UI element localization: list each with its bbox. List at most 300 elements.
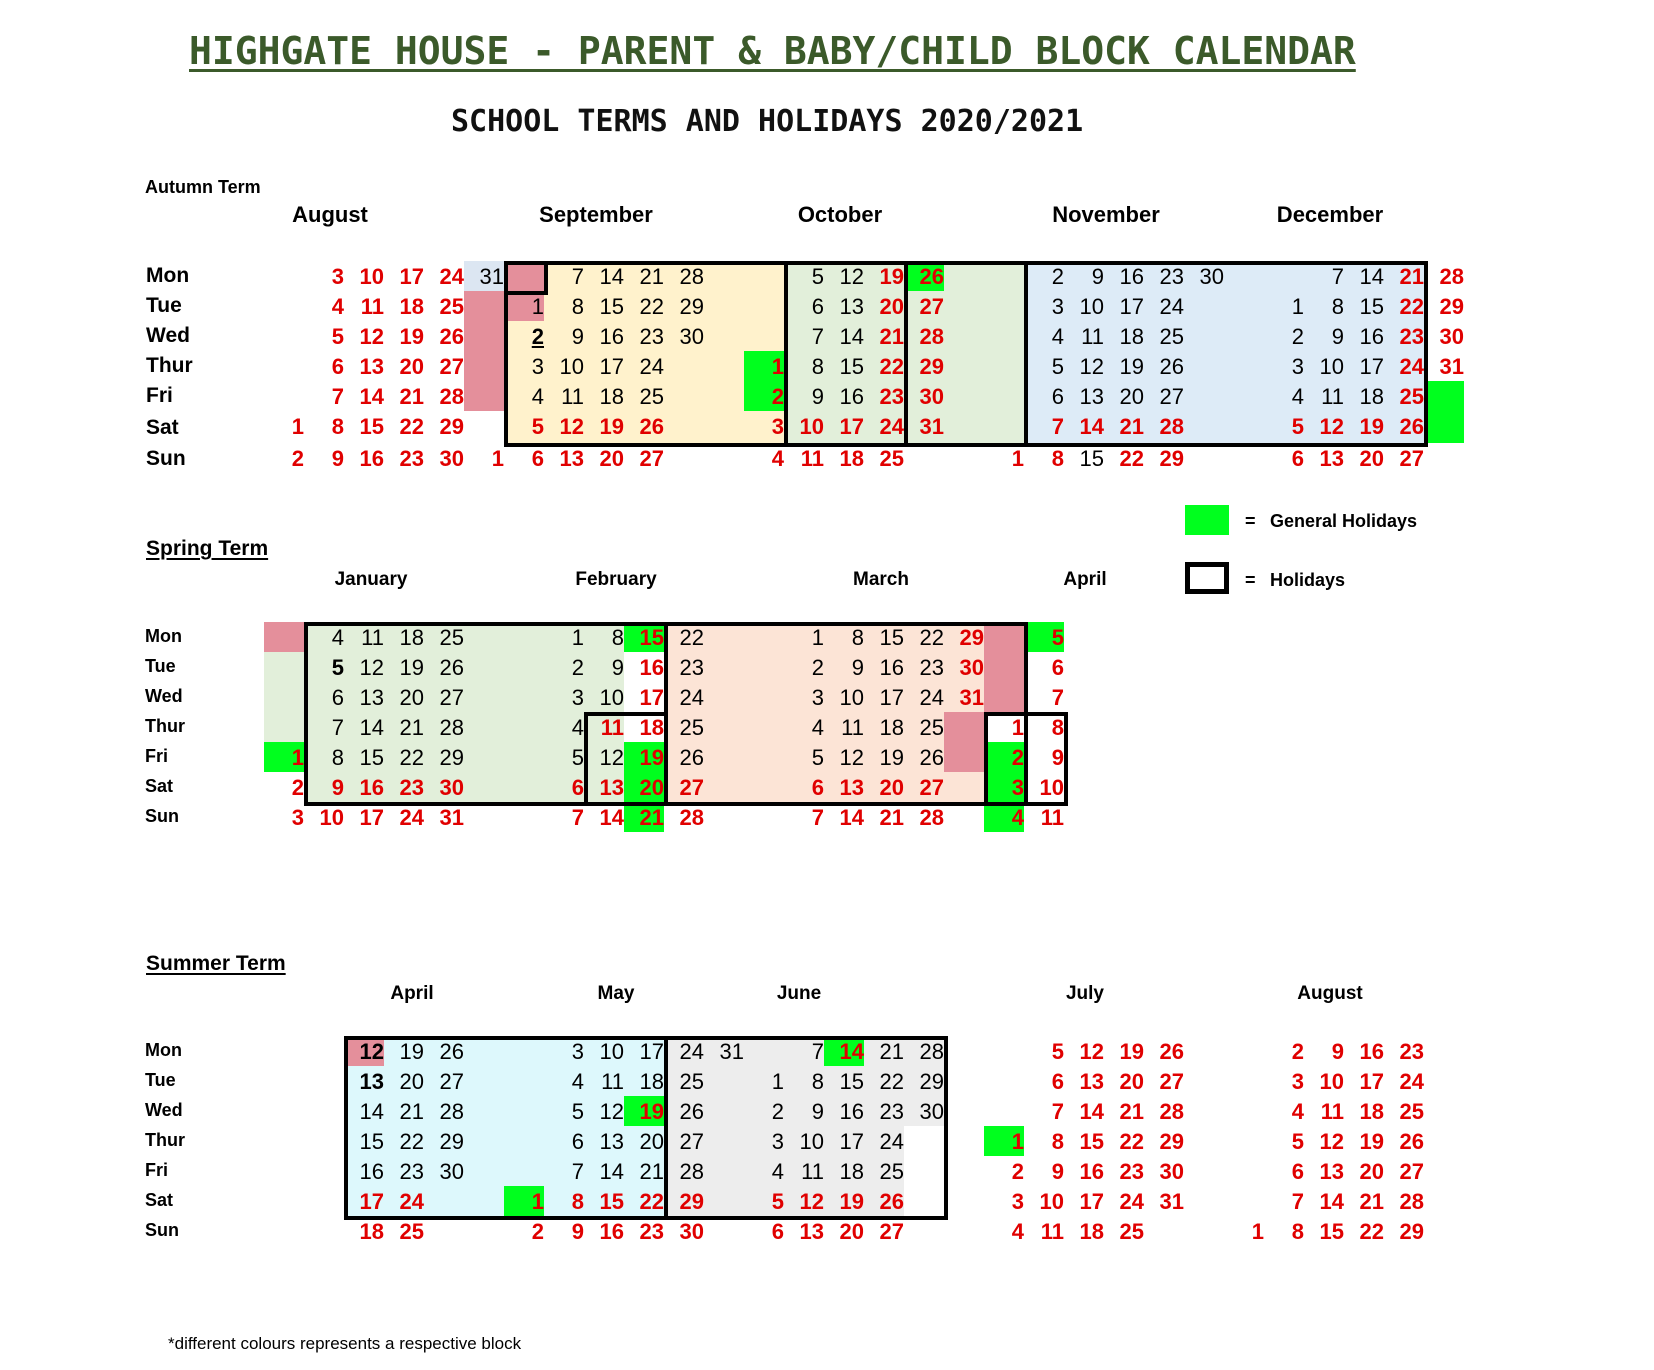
date-cell: 14 [359,715,384,740]
date-cell: 17 [359,1189,384,1214]
date-cell: 15 [359,1129,384,1154]
date-cell: 25 [879,1159,904,1184]
date-cell: 10 [1079,294,1104,319]
date-cell: 30 [439,1159,464,1184]
date-cell: 10 [319,805,344,830]
summer-term-label: Summer Term [146,952,286,975]
date-cell: 2 [1011,1159,1024,1184]
block-background [944,712,984,772]
date-cell: 13 [559,446,584,471]
date-cell: 11 [1321,384,1344,409]
date-cell: 14 [359,1099,384,1124]
date-cell: 21 [639,264,664,289]
date-cell: 13 [839,294,864,319]
block-background [504,261,544,291]
date-cell: 9 [571,324,584,349]
date-cell: 21 [879,324,904,349]
date-cell: 17 [839,414,864,439]
date-cell: 24 [879,1129,904,1154]
date-cell: 28 [439,1099,464,1124]
date-cell: 10 [799,1129,824,1154]
date-cell: 18 [639,715,664,740]
date-cell: 31 [479,264,504,289]
date-cell: 25 [439,294,464,319]
date-cell: 1 [291,745,304,770]
date-cell: 6 [771,1219,784,1244]
date-cell: 17 [879,685,904,710]
date-cell: 20 [639,1129,664,1154]
date-cell: 28 [439,384,464,409]
month-label: April [390,983,434,1004]
date-cell: 23 [1119,1159,1144,1184]
date-cell: 24 [439,264,464,289]
date-cell: 17 [599,354,624,379]
date-cell: 24 [919,685,944,710]
date-cell: 29 [679,294,704,319]
date-cell: 25 [439,625,464,650]
date-cell: 18 [879,715,904,740]
date-cell: 15 [359,745,384,770]
date-cell: 20 [879,294,904,319]
date-cell: 17 [639,1039,664,1064]
date-cell: 20 [1119,1069,1144,1094]
date-cell: 1 [771,1069,784,1094]
legend-equals: = [1245,570,1256,590]
month-label: March [853,569,909,590]
date-cell: 22 [399,745,424,770]
date-cell: 5 [1051,625,1064,650]
date-cell: 7 [1331,264,1344,289]
date-cell: 10 [359,264,384,289]
date-cell: 9 [1051,1159,1064,1184]
date-cell: 20 [879,775,904,800]
date-cell: 16 [599,324,624,349]
block-background [264,652,304,742]
date-cell: 7 [331,715,344,740]
date-cell: 29 [1159,1129,1184,1154]
date-cell: 22 [1399,294,1424,319]
date-cell: 18 [839,1159,864,1184]
date-cell: 3 [531,354,544,379]
date-cell: 7 [571,264,584,289]
date-cell: 1 [1011,715,1024,740]
date-cell: 2 [811,655,824,680]
date-cell: 1 [771,354,784,379]
date-cell: 13 [1319,1159,1344,1184]
date-cell: 23 [879,384,904,409]
date-cell: 26 [919,745,944,770]
date-cell: 20 [399,1069,424,1094]
date-cell: 7 [1051,1099,1064,1124]
date-cell: 5 [571,1099,584,1124]
date-cell: 22 [1359,1219,1384,1244]
date-cell: 21 [399,1099,424,1124]
date-cell: 14 [839,805,864,830]
month-label: August [1297,983,1363,1004]
date-cell: 8 [851,625,864,650]
date-cell: 19 [639,1099,664,1124]
date-cell: 26 [1159,354,1184,379]
date-cell: 31 [959,685,984,710]
date-cell: 2 [1051,264,1064,289]
date-cell: 18 [399,625,424,650]
date-cell: 18 [839,446,864,471]
date-cell: 25 [679,715,704,740]
date-cell: 3 [571,1039,584,1064]
date-cell: 13 [359,1069,384,1094]
date-cell: 4 [811,715,824,740]
day-label-thur: Thur [145,1130,185,1150]
date-cell: 6 [811,294,824,319]
date-cell: 26 [1399,414,1424,439]
date-cell: 27 [679,1129,704,1154]
general-holidays-legend: General Holidays [1270,511,1418,531]
date-cell: 18 [1079,1219,1104,1244]
date-cell: 19 [879,264,904,289]
date-cell: 22 [1119,446,1144,471]
date-cell: 14 [1359,264,1384,289]
day-label-mon: Mon [145,1040,182,1060]
date-cell: 18 [599,384,624,409]
date-cell: 24 [1119,1189,1144,1214]
month-label: August [292,202,368,227]
date-cell: 13 [359,685,384,710]
date-cell: 20 [599,446,624,471]
date-cell: 25 [639,384,664,409]
date-cell: 20 [1359,1159,1384,1184]
date-cell: 23 [399,446,424,471]
date-cell: 5 [1051,1039,1064,1064]
month-label: July [1065,983,1105,1004]
date-cell: 17 [399,264,424,289]
date-cell: 23 [679,655,704,680]
date-cell: 11 [841,715,864,740]
date-cell: 4 [1291,1099,1304,1124]
date-cell: 14 [599,805,624,830]
date-cell: 12 [799,1189,824,1214]
date-cell: 9 [811,1099,824,1124]
date-cell: 11 [800,446,824,471]
date-cell: 4 [771,1159,784,1184]
date-cell: 8 [811,1069,824,1094]
date-cell: 21 [399,384,424,409]
date-cell: 21 [1119,1099,1144,1124]
date-cell: 4 [1011,1219,1024,1244]
date-cell: 16 [839,1099,864,1124]
date-cell: 31 [1159,1189,1184,1214]
date-cell: 4 [1291,384,1304,409]
date-cell: 6 [811,775,824,800]
date-cell: 15 [879,625,904,650]
date-cell: 13 [1079,384,1104,409]
date-cell: 8 [1051,715,1064,740]
date-cell: 13 [359,354,384,379]
date-cell: 30 [679,324,704,349]
date-cell: 1 [1291,294,1304,319]
date-cell: 22 [919,625,944,650]
date-cell: 30 [959,655,984,680]
date-cell: 21 [639,805,664,830]
date-cell: 8 [571,1189,584,1214]
date-cell: 26 [439,655,464,680]
date-cell: 30 [1439,324,1464,349]
day-label-sat: Sat [146,416,179,439]
date-cell: 16 [839,384,864,409]
date-cell: 9 [1051,745,1064,770]
date-cell: 15 [1079,1129,1104,1154]
date-cell: 12 [839,745,864,770]
date-cell: 23 [1399,324,1424,349]
date-cell: 16 [359,1159,384,1184]
date-cell: 18 [1359,1099,1384,1124]
day-label-mon: Mon [145,626,182,646]
day-label-sat: Sat [145,1190,174,1210]
month-label: April [1063,569,1107,590]
date-cell: 25 [1159,324,1184,349]
date-cell: 12 [1319,414,1344,439]
date-cell: 26 [439,324,464,349]
date-cell: 1 [491,446,504,471]
date-cell: 27 [919,294,944,319]
day-label-fri: Fri [145,1160,169,1180]
date-cell: 5 [331,655,344,680]
date-cell: 12 [1079,354,1104,379]
date-cell: 15 [839,354,864,379]
date-cell: 13 [839,775,864,800]
date-cell: 28 [1159,414,1184,439]
date-cell: 8 [1331,294,1344,319]
date-cell: 19 [1119,1039,1144,1064]
date-cell: 26 [1399,1129,1424,1154]
date-cell: 5 [1291,414,1304,439]
date-cell: 13 [599,775,624,800]
date-cell: 12 [359,324,384,349]
date-cell: 3 [331,264,344,289]
date-cell: 23 [399,775,424,800]
date-cell: 7 [1051,414,1064,439]
date-cell: 26 [879,1189,904,1214]
date-cell: 9 [611,655,624,680]
date-cell: 27 [639,446,664,471]
date-cell: 25 [399,1219,424,1244]
date-cell: 6 [1051,655,1064,680]
general-holiday-cell [1424,381,1464,443]
date-cell: 25 [879,446,904,471]
date-cell: 16 [599,1219,624,1244]
date-cell: 7 [811,324,824,349]
month-label: June [776,983,822,1004]
date-cell: 14 [839,1039,864,1064]
date-cell: 21 [399,715,424,740]
date-cell: 16 [1079,1159,1104,1184]
date-cell: 14 [839,324,864,349]
holiday-box-legend-swatch [1185,562,1229,594]
date-cell: 12 [559,414,584,439]
date-cell: 5 [811,745,824,770]
date-cell: 10 [1319,1069,1344,1094]
date-cell: 6 [571,1129,584,1154]
day-label-mon: Mon [146,264,190,287]
day-label-sun: Sun [145,806,179,826]
date-cell: 3 [1011,775,1024,800]
date-cell: 28 [919,1039,944,1064]
date-cell: 18 [1119,324,1144,349]
date-cell: 11 [1040,1219,1064,1244]
date-cell: 29 [439,1129,464,1154]
date-cell: 3 [1011,1189,1024,1214]
date-cell: 16 [359,446,384,471]
date-cell: 6 [1051,384,1064,409]
date-cell: 23 [1159,264,1184,289]
date-cell: 10 [599,1039,624,1064]
date-cell: 20 [1119,384,1144,409]
date-cell: 1 [1251,1219,1264,1244]
date-cell: 19 [639,745,664,770]
date-cell: 8 [571,294,584,319]
date-cell: 30 [439,775,464,800]
date-cell: 30 [919,1099,944,1124]
date-cell: 9 [851,655,864,680]
date-cell: 11 [1040,805,1064,830]
date-cell: 2 [571,655,584,680]
date-cell: 11 [360,294,384,319]
date-cell: 22 [1119,1129,1144,1154]
date-cell: 25 [679,1069,704,1094]
date-cell: 31 [439,805,464,830]
date-cell: 24 [1399,354,1424,379]
date-cell: 28 [1439,264,1464,289]
date-cell: 12 [1079,1039,1104,1064]
date-cell: 12 [359,655,384,680]
date-cell: 9 [571,1219,584,1244]
date-cell: 11 [561,384,584,409]
date-cell: 15 [599,294,624,319]
legend-equals: = [1245,511,1256,531]
date-cell: 24 [399,805,424,830]
date-cell: 8 [811,354,824,379]
date-cell: 30 [1199,264,1224,289]
date-cell: 20 [839,1219,864,1244]
date-cell: 26 [919,264,944,289]
date-cell: 28 [439,715,464,740]
month-label: December [1276,202,1384,227]
date-cell: 5 [1051,354,1064,379]
date-cell: 16 [879,655,904,680]
date-cell: 28 [679,264,704,289]
date-cell: 14 [599,1159,624,1184]
date-cell: 25 [1119,1219,1144,1244]
date-cell: 8 [1051,1129,1064,1154]
date-cell: 29 [1159,446,1184,471]
date-cell: 11 [600,715,624,740]
date-cell: 6 [331,685,344,710]
date-cell: 6 [331,354,344,379]
date-cell: 13 [799,1219,824,1244]
date-cell: 22 [399,1129,424,1154]
day-label-sun: Sun [145,1220,179,1240]
date-cell: 23 [639,324,664,349]
date-cell: 2 [771,1099,784,1124]
date-cell: 15 [839,1069,864,1094]
date-cell: 12 [599,745,624,770]
date-cell: 16 [359,775,384,800]
date-cell: 26 [639,414,664,439]
date-cell: 28 [679,1159,704,1184]
date-cell: 25 [1399,384,1424,409]
day-label-tue: Tue [145,1070,176,1090]
date-cell: 30 [919,384,944,409]
date-cell: 16 [639,655,664,680]
date-cell: 20 [639,775,664,800]
date-cell: 28 [1399,1189,1424,1214]
date-cell: 12 [599,1099,624,1124]
date-cell: 5 [811,264,824,289]
date-cell: 21 [639,1159,664,1184]
day-label-wed: Wed [145,1100,183,1120]
date-cell: 20 [399,354,424,379]
date-cell: 11 [801,1159,824,1184]
autumn-term-label: Autumn Term [145,177,261,197]
day-label-wed: Wed [145,686,183,706]
date-cell: 3 [771,414,784,439]
page-title: HIGHGATE HOUSE - PARENT & BABY/CHILD BLOCK CALENDAR [189,29,1356,73]
date-cell: 24 [639,354,664,379]
date-cell: 8 [611,625,624,650]
date-cell: 21 [879,1039,904,1064]
date-cell: 27 [1159,1069,1184,1094]
date-cell: 21 [1399,264,1424,289]
block-background [264,622,304,652]
date-cell: 20 [1359,446,1384,471]
date-cell: 22 [879,354,904,379]
date-cell: 15 [639,625,664,650]
date-cell: 6 [571,775,584,800]
date-cell: 5 [1291,1129,1304,1154]
date-cell: 28 [919,324,944,349]
block-background [984,622,1024,712]
day-label-fri: Fri [146,384,173,407]
date-cell: 17 [1079,1189,1104,1214]
date-cell: 1 [531,1189,544,1214]
date-cell: 2 [291,775,304,800]
date-cell: 12 [359,1039,384,1064]
date-cell: 19 [879,745,904,770]
date-cell: 1 [1011,1129,1024,1154]
date-cell: 9 [811,384,824,409]
date-cell: 28 [919,805,944,830]
date-cell: 30 [679,1219,704,1244]
date-cell: 24 [399,1189,424,1214]
date-cell: 16 [1359,1039,1384,1064]
date-cell: 7 [1291,1189,1304,1214]
date-cell: 5 [771,1189,784,1214]
date-cell: 27 [1399,1159,1424,1184]
date-cell: 22 [399,414,424,439]
date-cell: 25 [919,715,944,740]
date-cell: 4 [331,625,344,650]
date-cell: 2 [1291,1039,1304,1064]
date-cell: 1 [1011,446,1024,471]
date-cell: 10 [839,685,864,710]
date-cell: 5 [531,414,544,439]
date-cell: 25 [1399,1099,1424,1124]
date-cell: 17 [839,1129,864,1154]
date-cell: 9 [1331,1039,1344,1064]
date-cell: 31 [1439,354,1464,379]
date-cell: 23 [879,1099,904,1124]
day-label-thur: Thur [146,354,193,377]
date-cell: 8 [1051,446,1064,471]
